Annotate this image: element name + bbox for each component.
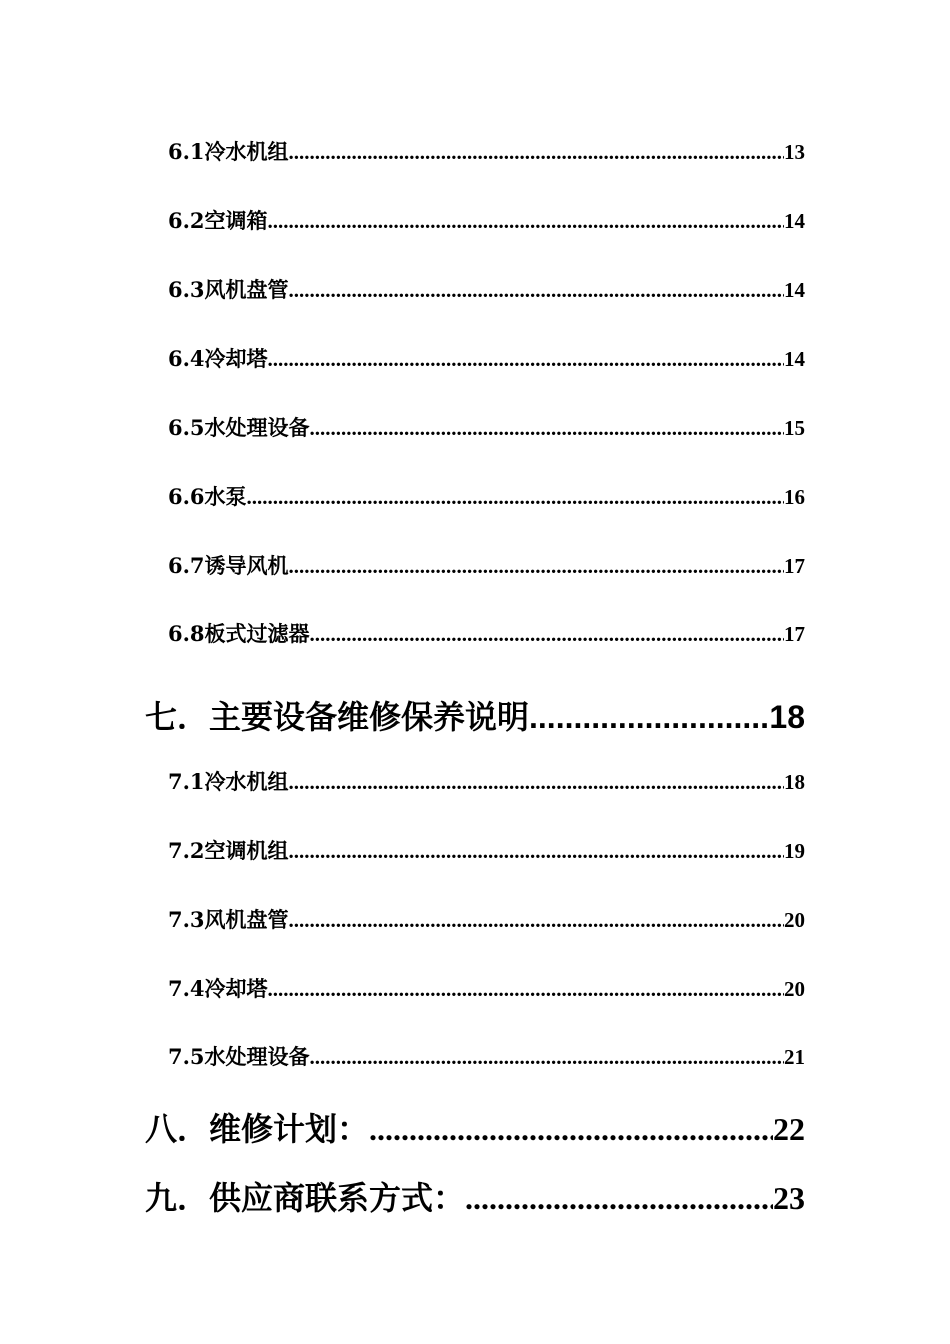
toc-entry-label: 6.7诱导风机 — [168, 553, 289, 578]
toc-entry-6-6[interactable] — [168, 481, 805, 511]
toc-page-number: 15 — [784, 416, 805, 440]
toc-leader-dots — [289, 770, 784, 795]
toc-entry-6-8[interactable] — [168, 618, 805, 648]
toc-leader-dots — [289, 278, 784, 303]
toc-leader-dots — [529, 699, 769, 736]
toc-entry-label: 7.1冷水机组 — [168, 769, 289, 794]
toc-leader-dots — [289, 140, 784, 165]
toc-leader-dots — [268, 977, 784, 1002]
toc-entry-label: 7.2空调机组 — [168, 838, 289, 863]
toc-leader-dots — [268, 209, 784, 234]
toc-entry-6-5[interactable] — [168, 412, 805, 442]
toc-leader-dots — [369, 1111, 773, 1148]
toc-entry-6-1[interactable] — [168, 136, 805, 166]
toc-page-number: 14 — [784, 347, 805, 371]
toc-leader-dots — [310, 416, 784, 441]
toc-section-label: 七．主要设备维修保养说明 — [145, 698, 530, 736]
toc-page-number: 17 — [784, 622, 805, 646]
toc-entry-6-4[interactable] — [168, 343, 805, 373]
toc-entry-7-4[interactable] — [168, 973, 805, 1003]
toc-entry-label: 7.4冷却塔 — [168, 976, 268, 1001]
toc-leader-dots — [310, 622, 784, 647]
toc-section-8[interactable] — [145, 1104, 805, 1148]
toc-page-number: 21 — [784, 1045, 805, 1069]
toc-page-number: 14 — [784, 209, 805, 233]
toc-section-9[interactable] — [145, 1173, 805, 1217]
toc-entry-6-2[interactable] — [168, 205, 805, 235]
toc-leader-dots — [289, 908, 784, 933]
toc-page-number: 20 — [784, 908, 805, 932]
toc-leader-dots — [465, 1180, 773, 1217]
toc-entry-label: 6.1冷水机组 — [168, 139, 289, 164]
toc-entry-label: 7.5水处理设备 — [168, 1044, 310, 1069]
toc-leader-dots — [268, 347, 784, 372]
toc-section-7[interactable] — [145, 692, 805, 736]
toc-leader-dots — [289, 839, 784, 864]
toc-entry-label: 6.3风机盘管 — [168, 277, 289, 302]
toc-entry-label: 6.2空调箱 — [168, 208, 268, 233]
toc-section-label: 八．维修计划： — [145, 1110, 370, 1148]
toc-page-number: 18 — [769, 699, 805, 735]
toc-page-number: 13 — [784, 140, 805, 164]
toc-entry-label: 6.5水处理设备 — [168, 415, 310, 440]
toc-page-number: 16 — [784, 485, 805, 509]
toc-page-number: 23 — [773, 1180, 805, 1216]
toc-page-number: 20 — [784, 977, 805, 1001]
toc-page-number: 17 — [784, 554, 805, 578]
toc-leader-dots — [247, 485, 784, 510]
toc-entry-label: 6.8板式过滤器 — [168, 621, 310, 646]
toc-page-number: 14 — [784, 278, 805, 302]
toc-entry-6-7[interactable] — [168, 550, 805, 580]
toc-section-label: 九．供应商联系方式： — [145, 1179, 466, 1217]
toc-entry-7-1[interactable] — [168, 766, 805, 796]
toc-page-number: 18 — [784, 770, 805, 794]
toc-leader-dots — [310, 1045, 784, 1070]
toc-entry-7-2[interactable] — [168, 835, 805, 865]
toc-entry-6-3[interactable] — [168, 274, 805, 304]
toc-entry-label: 7.3风机盘管 — [168, 907, 289, 932]
toc-entry-label: 6.4冷却塔 — [168, 346, 268, 371]
toc-page-number: 19 — [784, 839, 805, 863]
toc-entry-label: 6.6水泵 — [168, 484, 247, 509]
toc-leader-dots — [289, 554, 784, 579]
toc-entry-7-5[interactable] — [168, 1041, 805, 1071]
toc-page-number: 22 — [773, 1111, 805, 1147]
toc-entry-7-3[interactable] — [168, 904, 805, 934]
